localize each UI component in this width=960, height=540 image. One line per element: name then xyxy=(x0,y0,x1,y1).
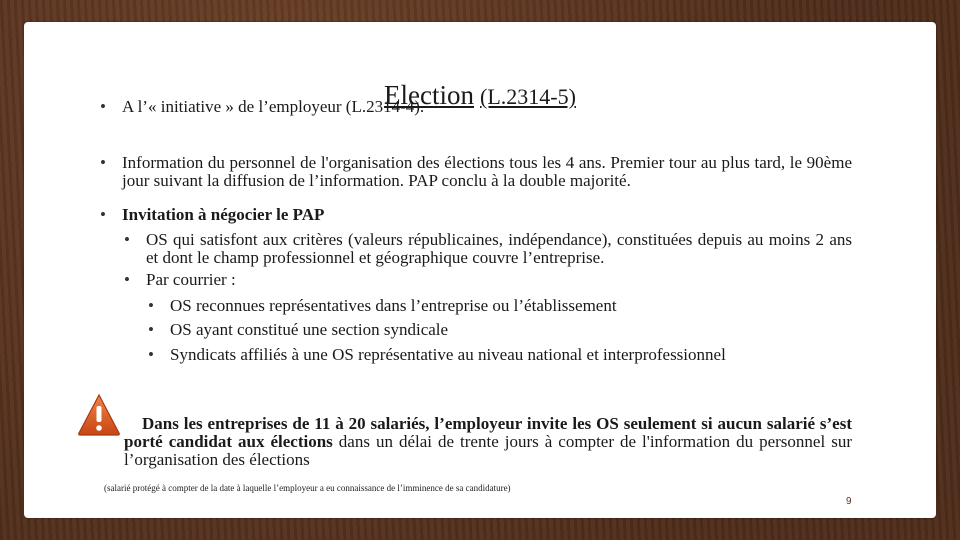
bullet-icon: • xyxy=(124,230,130,249)
list-item xyxy=(100,98,852,116)
bullet-icon: • xyxy=(148,296,154,315)
list-item xyxy=(100,154,852,190)
footnote: (salarié protégé à compter de la date à laquelle l’employeur a eu connaissance de l’imminence de sa candidature) xyxy=(104,483,511,493)
bullet-icon: • xyxy=(100,205,106,224)
list-item xyxy=(100,206,852,224)
list-item-text: Information du personnel de l'organisation des élections tous les 4 ans. Premier tour au plus tard, le 90ème jour suivant la diffusion de l’information. PAP conclu à la double majorité. xyxy=(122,153,852,190)
list-item-text: OS ayant constitué une section syndicale xyxy=(170,320,449,339)
list-item xyxy=(124,231,852,267)
warning-note xyxy=(124,415,852,469)
bullet-icon: • xyxy=(148,320,154,339)
list-item xyxy=(148,297,852,315)
warning-normal-text: dans un délai de trente jours à compter de l'information du personnel sur l’organisation des élections xyxy=(124,432,852,469)
title-main: Election xyxy=(384,80,475,110)
list-item xyxy=(124,271,852,289)
bullet-icon: • xyxy=(124,270,130,289)
list-item-text: Invitation à négocier le PAP xyxy=(122,205,325,224)
list-item-text: A l’« initiative » de l’employeur (L.2314-4). xyxy=(122,97,425,116)
bullet-icon: • xyxy=(148,345,154,364)
warning-triangle-icon xyxy=(76,392,122,438)
list-item xyxy=(148,321,852,339)
title-reference: (L.2314-5) xyxy=(480,84,576,109)
list-item-text: OS reconnues représentatives dans l’entreprise ou l’établissement xyxy=(170,296,617,315)
list-item-text: Syndicats affiliés à une OS représentative au niveau national et interprofessionnel xyxy=(170,345,726,364)
list-item-text: Par courrier : xyxy=(146,270,236,289)
list-item xyxy=(148,346,852,364)
bullet-icon: • xyxy=(100,153,106,172)
list-item-text: OS qui satisfont aux critères (valeurs républicaines, indépendance), constituées depuis au moins 2 ans et dont le champ professionnel et géographique couvre l’entreprise. xyxy=(146,230,852,267)
bullet-icon: • xyxy=(100,97,106,116)
page-number: 9 xyxy=(846,496,852,507)
warning-bold-text: Dans les entreprises de 11 à 20 salariés, l’employeur invite les OS seulement si aucun salarié s’est porté candidat aux élections xyxy=(124,414,852,451)
